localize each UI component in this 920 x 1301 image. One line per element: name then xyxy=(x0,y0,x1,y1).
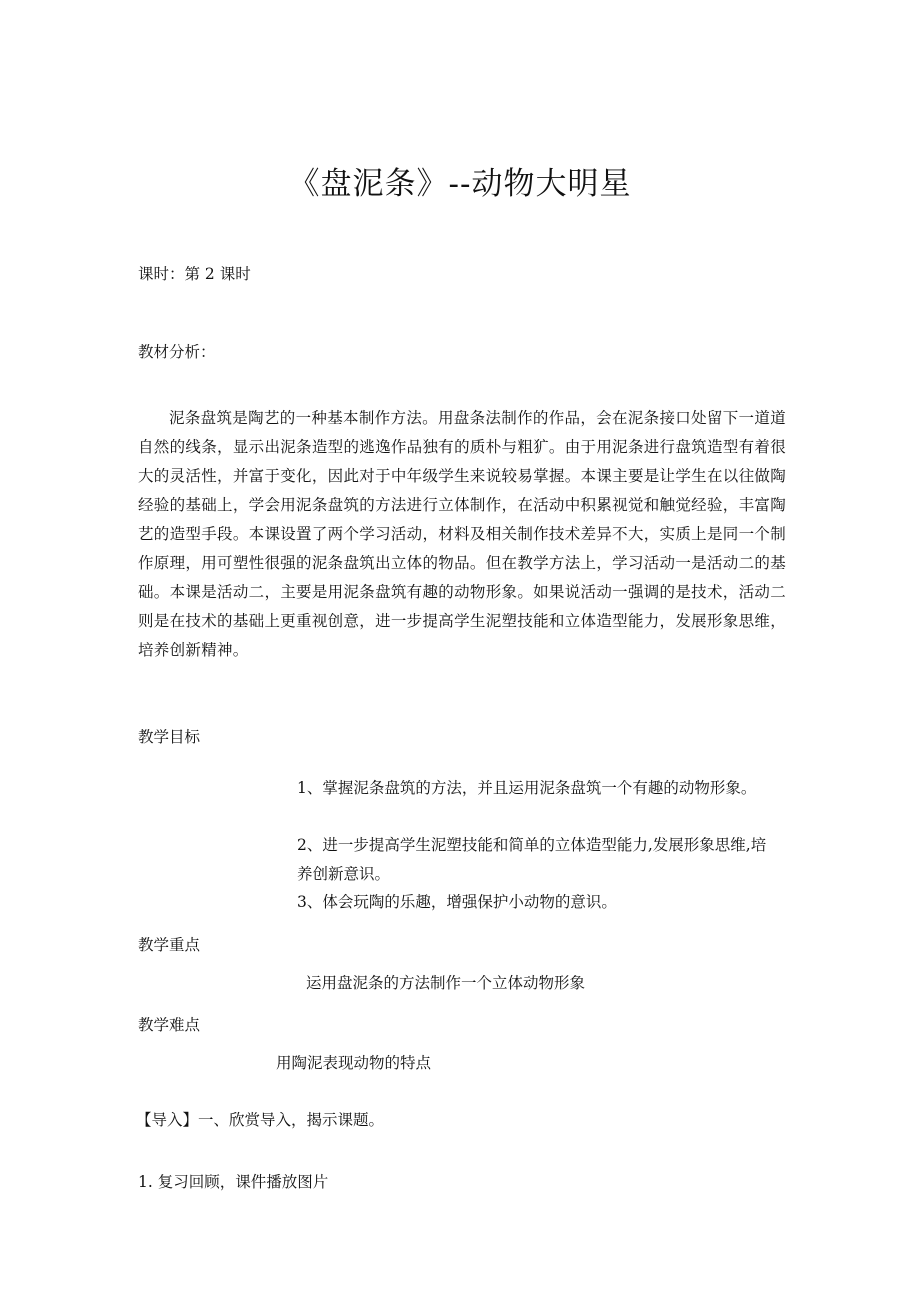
difficult-point-heading: 教学难点 xyxy=(138,1016,201,1034)
difficult-point-content: 用陶泥表现动物的特点 xyxy=(276,1054,432,1072)
key-point-content: 运用盘泥条的方法制作一个立体动物形象 xyxy=(306,974,586,992)
lesson-time: 课时：第 2 课时 xyxy=(138,265,251,283)
teaching-goal-item: 3、体会玩陶的乐趣，增强保护小动物的意识。 xyxy=(297,893,617,911)
teaching-goals-heading: 教学目标 xyxy=(138,728,201,746)
material-analysis-heading: 教材分析： xyxy=(138,343,216,361)
material-analysis-body: 泥条盘筑是陶艺的一种基本制作方法。用盘条法制作的作品，会在泥条接口处留下一道道自然的线条，显示出泥条造型的逃逸作品独有的质朴与粗犷。由于用泥条进行盘筑造型有着很大的灵活性，并富于变化，因此对于中年级学生来说较易掌握。本课主要是让学生在以往做陶经验的基础上，学会用泥条盘筑的方法进行立体制作，在活动中积累视觉和触觉经验，丰富陶艺的造型手段。本课设置了两个学习活动，材料及相关制作技术差异不大，实质上是同一个制作原理，用可塑性很强的泥条盘筑出立体的物品。但在教学方法上，学习活动一是活动二的基础。本课是活动二，主要是用泥条盘筑有趣的动物形象。如果说活动一强调的是技术，活动二则是在技术的基础上更重视创意，进一步提高学生泥塑技能和立体造型能力，发展形象思维，培养创新精神。 xyxy=(138,409,786,659)
intro-section: 【导入】一、欣赏导入，揭示课题。 xyxy=(136,1111,385,1129)
page-title: 《盘泥条》--动物大明星 xyxy=(288,166,632,202)
key-point-heading: 教学重点 xyxy=(138,936,201,954)
teaching-goal-item: 1、掌握泥条盘筑的方法，并且运用泥条盘筑一个有趣的动物形象。 xyxy=(297,779,757,797)
step-one: 1. 复习回顾，课件播放图片 xyxy=(138,1173,329,1191)
teaching-goal-item: 2、进一步提高学生泥塑技能和简单的立体造型能力,发展形象思维,培养创新意识。 xyxy=(297,836,767,883)
